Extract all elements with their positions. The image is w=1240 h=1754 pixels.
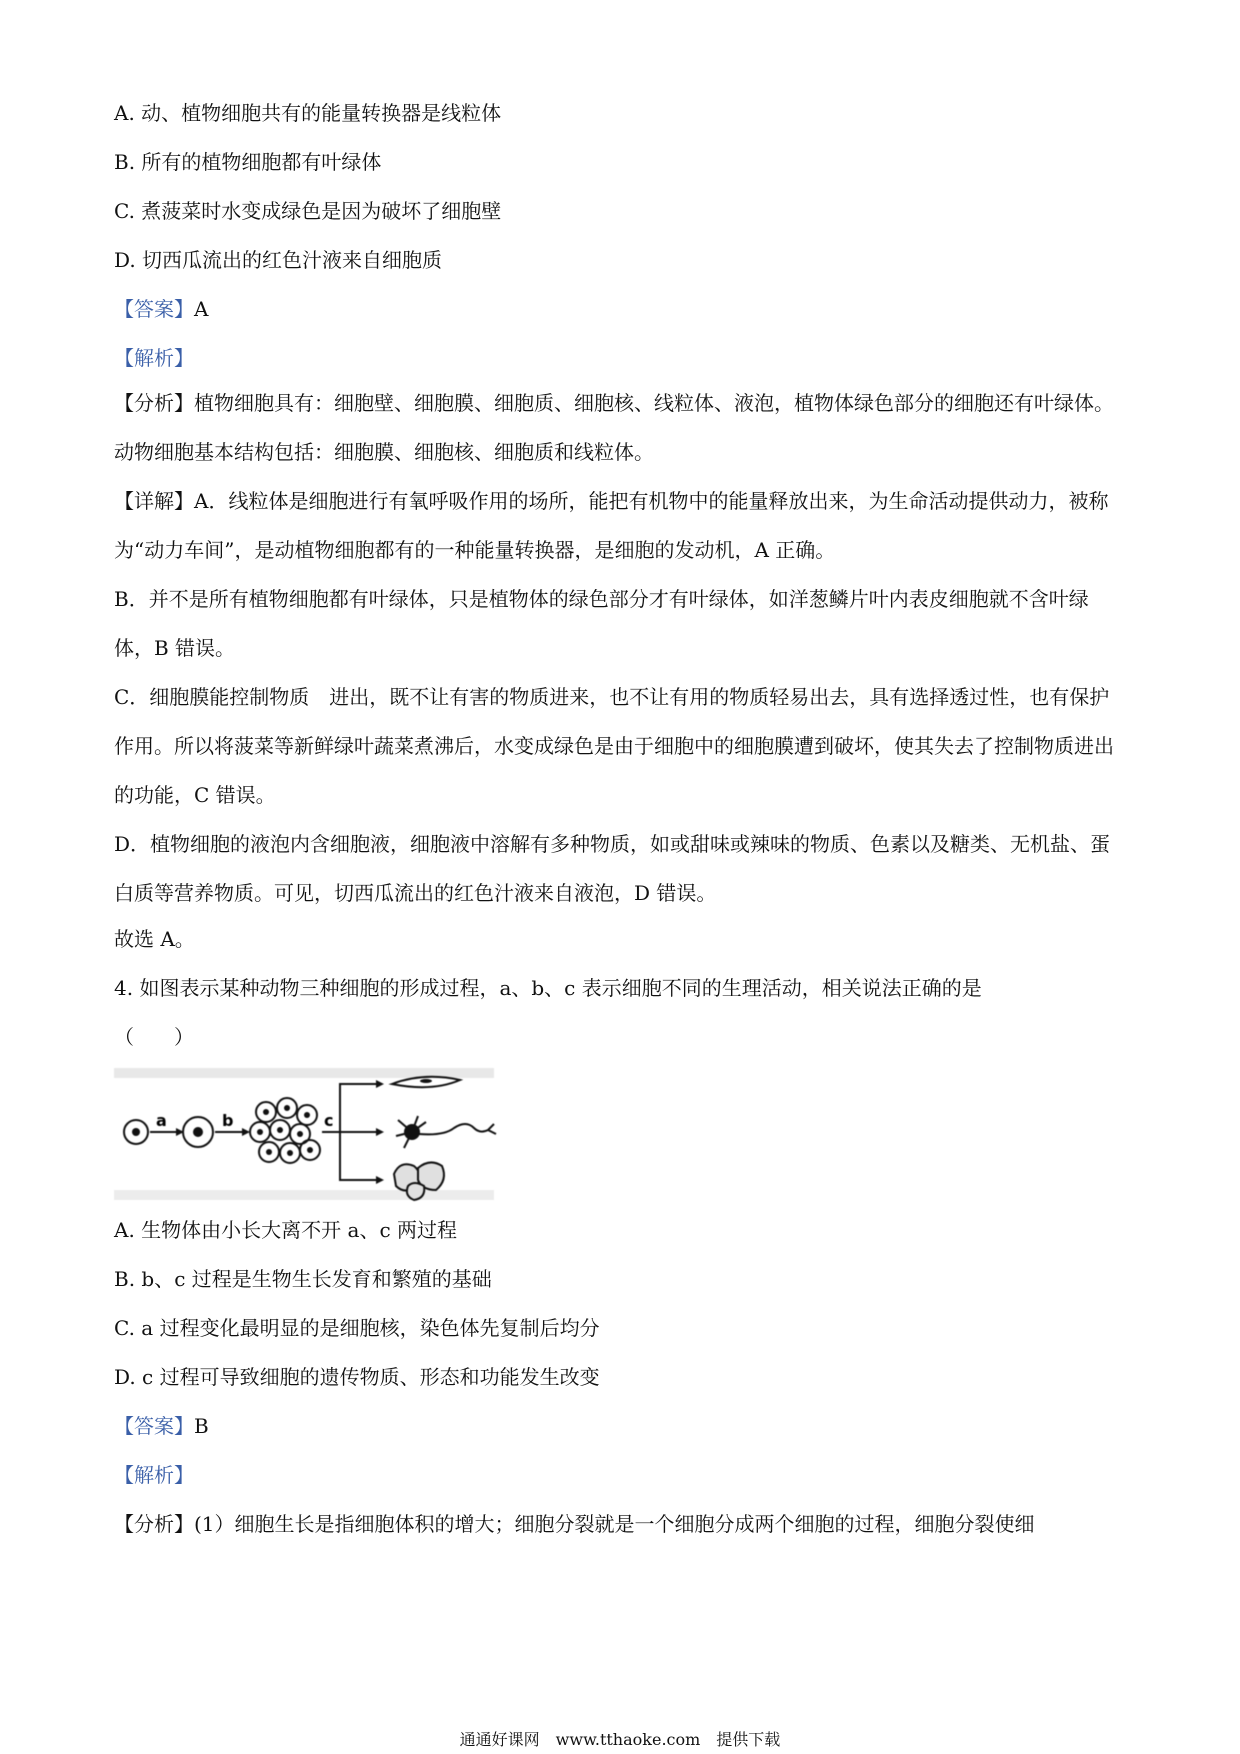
label-b: b <box>222 1111 234 1130</box>
q4-stem: 4. 如图表示某种动物三种细胞的形成过程，a、b、c 表示细胞不同的生理活动，相关说法正确的是 <box>114 976 982 1000</box>
q3-xiangjie <box>114 477 1124 575</box>
q3-option-d: D. 切西瓜流出的红色汁液来自细胞质 <box>114 248 443 272</box>
arrow-b-head <box>242 1128 250 1136</box>
q3-option-c: C. 煮菠菜时水变成绿色是因为破坏了细胞壁 <box>114 199 502 223</box>
arrow-head <box>376 1080 384 1088</box>
q3-detail-c: C．细胞膜能控制物质 进出，既不让有害的物质进来，也不让有用的物质轻易出去，具有选择透过性，也有保护作用。所以将菠菜等新鲜绿叶蔬菜煮沸后，水变成绿色是由于细胞中的细胞膜遭到破坏，使其失去了控制物质进出的功能，C 错误。 <box>114 685 1114 807</box>
q4-option-a: A. 生物体由小长大离不开 a、c 两过程 <box>114 1218 457 1242</box>
answer-label: 【答案】 <box>114 1414 194 1438</box>
q4-blank: （ ） <box>114 1025 194 1049</box>
xiangjie-label: 【详解】 <box>114 489 194 513</box>
arrow-head <box>376 1176 384 1184</box>
page-footer: 通通好课网 www.tthaoke.com 提供下载 <box>459 1730 781 1749</box>
q3-analysis-label: 【解析】 <box>114 346 194 370</box>
fenxi-label: 【分析】 <box>114 391 194 415</box>
xiangjie-text: A．线粒体是细胞进行有氧呼吸作用的场所，能把有机物中的能量释放出来，为生命活动提供动力，被称为“动力车间”，是动植物细胞都有的一种能量转换器，是细胞的发动机，A 正确。 <box>114 489 1109 562</box>
cell-nucleus <box>193 1127 203 1137</box>
cell-nucleus <box>132 1128 140 1136</box>
label-c: c <box>324 1111 334 1130</box>
q3-answer <box>114 296 1124 322</box>
q3-detail-b: B．并不是所有植物细胞都有叶绿体，只是植物体的绿色部分才有叶绿体，如洋葱鳞片叶内表皮细胞就不含叶绿体，B 错误。 <box>114 587 1089 660</box>
fenxi-label: 【分析】 <box>114 1512 194 1536</box>
differentiation-branches <box>340 1084 376 1180</box>
cell-formation-diagram <box>114 1062 504 1207</box>
cluster-nuclei <box>257 1105 313 1156</box>
fenxi-text: 植物细胞具有：细胞壁、细胞膜、细胞质、细胞核、线粒体、液泡，植物体绿色部分的细胞还有叶绿体。动物细胞基本结构包括：细胞膜、细胞核、细胞质和线粒体。 <box>114 391 1114 464</box>
answer-value: A <box>194 297 209 321</box>
answer-value: B <box>194 1414 209 1438</box>
q3-conclusion: 故选 A。 <box>114 927 195 951</box>
answer-label: 【答案】 <box>114 297 194 321</box>
q4-option-b: B. b、c 过程是生物生长发育和繁殖的基础 <box>114 1267 492 1291</box>
q3-option-a: A. 动、植物细胞共有的能量转换器是线粒体 <box>114 101 502 125</box>
figure-noise <box>114 1190 494 1200</box>
cell-nucleus <box>420 1079 432 1083</box>
cell-formation-figure <box>114 1062 504 1207</box>
q4-fenxi <box>114 1511 1124 1537</box>
q4-option-c: C. a 过程变化最明显的是细胞核，染色体先复制后均分 <box>114 1316 600 1340</box>
q4-answer <box>114 1413 1124 1439</box>
q4-option-d: D. c 过程可导致细胞的遗传物质、形态和功能发生改变 <box>114 1365 600 1389</box>
fenxi-text: (1）细胞生长是指细胞体积的增大；细胞分裂就是一个细胞分成两个细胞的过程，细胞分裂使细 <box>194 1512 1035 1536</box>
nerve-cell <box>396 1116 496 1148</box>
label-a: a <box>156 1111 167 1130</box>
q3-detail-d: D．植物细胞的液泡内含细胞液，细胞液中溶解有多种物质，如或甜味或辣味的物质、色素以及糖类、无机盐、蛋白质等营养物质。可见，切西瓜流出的红色汁液来自液泡，D 错误。 <box>114 832 1111 905</box>
q4-analysis-label: 【解析】 <box>114 1463 194 1487</box>
q3-fenxi <box>114 379 1124 477</box>
q3-option-b: B. 所有的植物细胞都有叶绿体 <box>114 150 382 174</box>
page-content <box>114 100 1124 1537</box>
arrow-head <box>376 1128 384 1136</box>
